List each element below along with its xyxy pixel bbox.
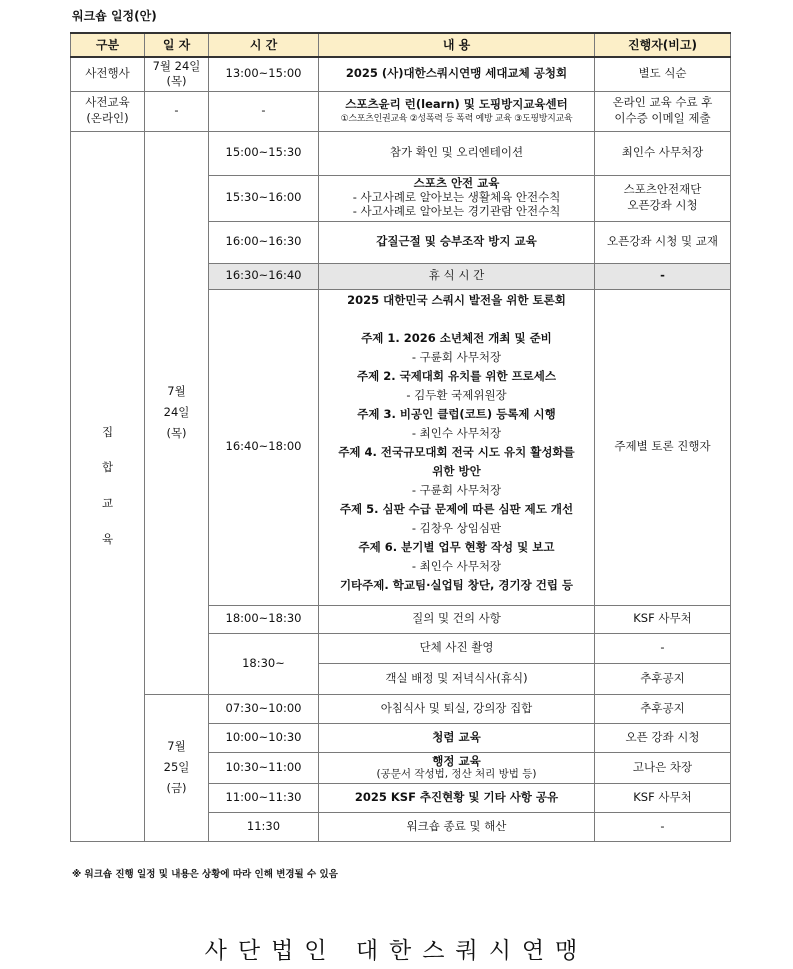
time-cell: 13:00~15:00	[209, 57, 319, 91]
table-row	[71, 694, 731, 723]
table-row	[71, 91, 731, 131]
category-cell: 사전교육 (온라인)	[71, 91, 145, 131]
content-cell: 워크숍 종료 및 해산	[319, 812, 595, 841]
note-cell: -	[595, 263, 731, 289]
date-cell-day2: 7월 25일 (금)	[145, 694, 209, 841]
note-cell: 스포츠안전재단 오픈강좌 시청	[595, 175, 731, 221]
category-cell-group-education: 집 합 교 육	[71, 131, 145, 841]
time-cell: 15:00~15:30	[209, 131, 319, 175]
note-cell: 추후공지	[595, 663, 731, 694]
note-cell: -	[595, 812, 731, 841]
time-cell: 16:00~16:30	[209, 221, 319, 263]
note-cell: -	[595, 633, 731, 663]
time-cell: 18:30~	[209, 633, 319, 694]
time-cell: 11:30	[209, 812, 319, 841]
note-cell: 주제별 토론 진행자	[595, 289, 731, 605]
time-cell: 18:00~18:30	[209, 605, 319, 633]
time-cell: 16:40~18:00	[209, 289, 319, 605]
header-content: 내 용	[319, 33, 595, 57]
organization-name: 사단법인 대한스쿼시연맹	[204, 938, 589, 964]
note-cell: 고나은 차장	[595, 752, 731, 783]
time-cell: 15:30~16:00	[209, 175, 319, 221]
content-cell: 2025 KSF 추진현황 및 기타 사항 공유	[319, 783, 595, 812]
header-time: 시 간	[209, 33, 319, 57]
table-row	[71, 57, 731, 91]
content-cell: 행정 교육 (공문서 작성법, 정산 처리 방법 등)	[319, 752, 595, 783]
content-cell: 질의 및 건의 사항	[319, 605, 595, 633]
content-cell: 휴 식 시 간	[319, 263, 595, 289]
note-cell: KSF 사무처	[595, 605, 731, 633]
header-date: 일 자	[145, 33, 209, 57]
content-cell: 2025 (사)대한스쿼시연맹 세대교체 공청회	[319, 57, 595, 91]
time-cell: 07:30~10:00	[209, 694, 319, 723]
footnote: ※ 워크숍 진행 일정 및 내용은 상황에 따라 인해 변경될 수 있음	[72, 869, 338, 880]
time-cell: 16:30~16:40	[209, 263, 319, 289]
time-cell: 10:30~11:00	[209, 752, 319, 783]
note-cell: 오픈 강좌 시청	[595, 723, 731, 752]
time-cell: -	[209, 91, 319, 131]
header-category: 구분	[71, 33, 145, 57]
content-cell: 스포츠 안전 교육 - 사고사례로 알아보는 생활체육 안전수칙 - 사고사례로 알아보는 경기관람 안전수칙	[319, 175, 595, 221]
content-cell: 갑질근절 및 승부조작 방지 교육	[319, 221, 595, 263]
content-cell: 객실 배정 및 저녁식사(휴식)	[319, 663, 595, 694]
date-cell-day1: 7월 24일 (목)	[145, 131, 209, 694]
category-cell: 사전행사	[71, 57, 145, 91]
note-cell: 추후공지	[595, 694, 731, 723]
schedule-table	[70, 32, 731, 842]
header-row	[71, 33, 731, 57]
content-cell: 아침식사 및 퇴실, 강의장 집합	[319, 694, 595, 723]
time-cell: 11:00~11:30	[209, 783, 319, 812]
note-cell: 온라인 교육 수료 후 이수증 이메일 제출	[595, 91, 731, 131]
content-cell-forum: 2025 대한민국 스쿼시 발전을 위한 토론회 주제 1. 2026 소년체전 개최 및 준비 - 구륜회 사무처장 주제 2. 국제대회 유치를 위한 프로세스 - 김두환 국제위원장 주제 3. 비공인 클럽(코트) 등록제 시행 - 최인수 사무처장 주제 4. 전국규모대회 전국 시도 유치 활성화를 위한 방안 - 구륜회 사무처장 주제 5. 심판 수급 문제에 따른 심판 제도 개선 - 김창우 상임심판 주제 6. 분기별 업무 현황 작성 및 보고 - 최인수 사무처장 기타주제. 학교팀·실업팀 창단, 경기장 건립 등	[319, 289, 595, 605]
content-cell: 스포츠윤리 런(learn) 및 도핑방지교육센터 ①스포츠인권교육 ②성폭력 등 폭력 예방 교육 ③도핑방지교육	[319, 91, 595, 131]
date-cell: -	[145, 91, 209, 131]
note-cell: 별도 식순	[595, 57, 731, 91]
note-cell: 오픈강좌 시청 및 교재	[595, 221, 731, 263]
time-cell: 10:00~10:30	[209, 723, 319, 752]
content-cell: 참가 확인 및 오리엔테이션	[319, 131, 595, 175]
date-cell: 7월 24일 (목)	[145, 57, 209, 91]
header-note: 진행자(비고)	[595, 33, 731, 57]
note-cell: KSF 사무처	[595, 783, 731, 812]
note-cell: 최인수 사무처장	[595, 131, 731, 175]
content-cell: 단체 사진 촬영	[319, 633, 595, 663]
content-cell: 청렴 교육	[319, 723, 595, 752]
page-title: 워크숍 일정(안)	[72, 9, 157, 23]
table-row	[71, 131, 731, 175]
